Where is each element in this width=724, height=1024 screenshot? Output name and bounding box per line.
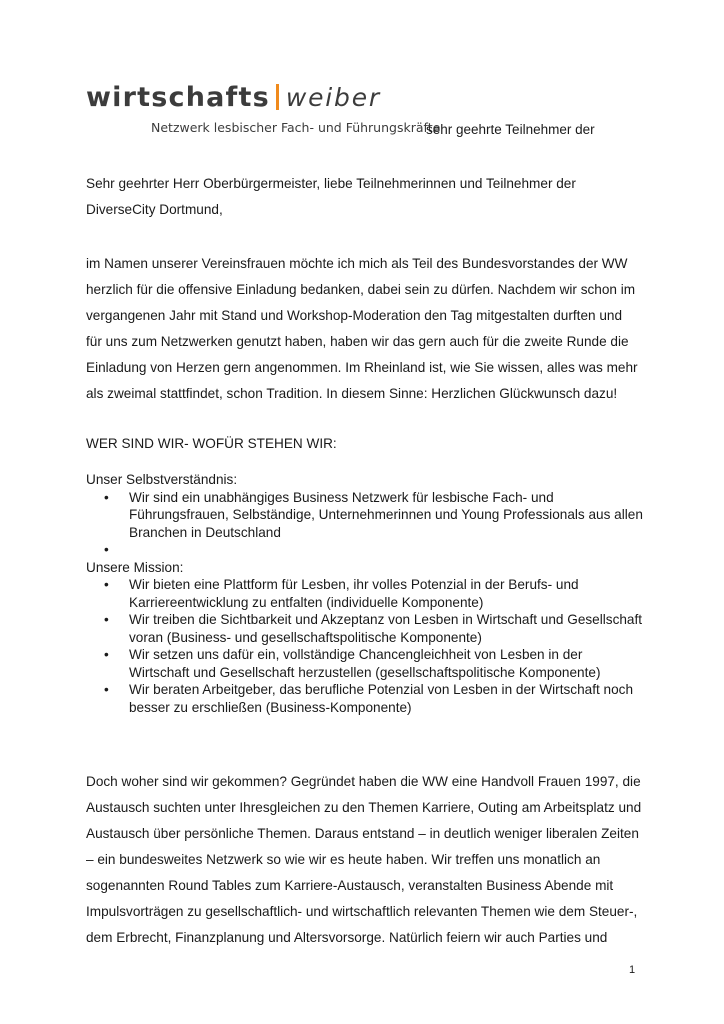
text-line: herzlich für die offensive Einladung bedanken, dabei sein zu dürfen. Nachdem wir schon im	[86, 282, 636, 297]
intro-paragraph	[86, 251, 646, 407]
item-line: Wir beraten Arbeitgeber, das berufliche Potenzial von Lesben in der Wirtschaft noch	[129, 682, 634, 697]
text-line: Impulsvorträgen zu gesellschaftlich- und wirtschaftlich relevanten Themen wie dem Steuer-,	[86, 904, 638, 919]
text-line: – ein bundesweites Netzwerk so wie wir es heute haben. Wir treffen uns monatlich an	[86, 852, 601, 867]
item-line: Wir treiben die Sichtbarkeit und Akzeptanz von Lesben in Wirtschaft und Gesellschaft	[129, 612, 643, 627]
selbstverstaendnis-list	[86, 489, 646, 559]
text-line: Doch woher sind wir gekommen? Gegründet haben die WW eine Handvoll Frauen 1997, die	[86, 774, 641, 789]
text-line: sogenannten Round Tables zum Karriere-Austausch, veranstalten Business Abende mit	[86, 878, 614, 893]
text-line: Sehr geehrter Herr Oberbürgermeister, liebe Teilnehmerinnen und Teilnehmer der	[86, 176, 576, 191]
text-line: als zweimal stattfindet, schon Tradition. In diesem Sinne: Herzlichen Glückwunsch dazu!	[86, 386, 618, 401]
item-line: Branchen in Deutschland	[129, 524, 281, 540]
item-line: Wir sind ein unabhängiges Business Netzwerk für lesbische Fach- und	[129, 489, 554, 505]
item-line: Wir bieten eine Plattform für Lesben, ihr volles Potenzial in der Berufs- und	[129, 577, 579, 592]
salutation	[86, 171, 646, 223]
bullet: •	[104, 542, 109, 557]
bullet: •	[104, 647, 109, 662]
list-item	[86, 681, 646, 716]
list-item	[86, 646, 646, 681]
section-heading: WER SIND WIR- WOFÜR STEHEN WIR:	[86, 436, 337, 451]
history-paragraph	[86, 769, 646, 951]
text-line: DiverseCity Dortmund,	[86, 202, 223, 217]
list-item	[86, 541, 646, 559]
logo-divider	[276, 84, 279, 110]
bullet: •	[104, 612, 109, 627]
list-item	[86, 576, 646, 611]
logo	[86, 84, 381, 111]
logo-word-wirtschafts: wirtschafts	[86, 82, 270, 113]
bullet: •	[104, 577, 109, 592]
text-line: Austausch über persönliche Themen. Daraus entstand – in deutlich weniger liberalen Zeiten	[86, 826, 639, 841]
item-line: besser zu erschließen (Business-Komponente)	[129, 699, 412, 715]
list-item	[86, 611, 646, 646]
item-line: Wir setzen uns dafür ein, vollständige Chancengleichheit von Lesben in der	[129, 647, 583, 662]
logo-word-weiber: weiber	[285, 83, 381, 112]
text-line: vergangenen Jahr mit Stand und Workshop-Moderation den Tag mitgestalten durften und	[86, 308, 623, 323]
text-line: für uns zum Netzwerken genutzt haben, haben wir das gern auch für die zweite Runde die	[86, 334, 629, 349]
logo-tagline: Netzwerk lesbischer Fach- und Führungskräfte	[151, 120, 441, 135]
item-line: Führungsfrauen, Selbständige, Unternehmerinnen und Young Professionals aus allen	[129, 507, 643, 522]
bullet: •	[104, 682, 109, 697]
item-line: Wirtschaft und Gesellschaft herzustellen (gesellschaftspolitische Komponente)	[129, 664, 601, 680]
bullet: •	[104, 489, 109, 505]
page-number: 1	[629, 964, 636, 976]
text-line: Einladung von Herzen gern angenommen. Im Rheinland ist, wie Sie wissen, alles was mehr	[86, 360, 638, 375]
mission-label: Unsere Mission:	[86, 559, 184, 575]
item-line: voran (Business- und gesellschaftspolitische Komponente)	[129, 629, 482, 645]
header-fragment: sehr geehrte Teilnehmer der	[426, 122, 595, 137]
selbstverstaendnis-label: Unser Selbstverständnis:	[86, 472, 238, 487]
mission-list	[86, 576, 646, 716]
item-line: Karriereentwicklung zu entfalten (individuelle Komponente)	[129, 594, 484, 610]
mission-block	[86, 471, 646, 716]
text-line: im Namen unserer Vereinsfrauen möchte ich mich als Teil des Bundesvorstandes der WW	[86, 256, 628, 271]
text-line: Austausch suchten unter Ihresgleichen zu den Themen Karriere, Outing am Arbeitsplatz und	[86, 800, 642, 815]
text-line: dem Erbrecht, Finanzplanung und Altersvorsorge. Natürlich feiern wir auch Parties und	[86, 930, 608, 945]
list-item	[86, 489, 646, 542]
